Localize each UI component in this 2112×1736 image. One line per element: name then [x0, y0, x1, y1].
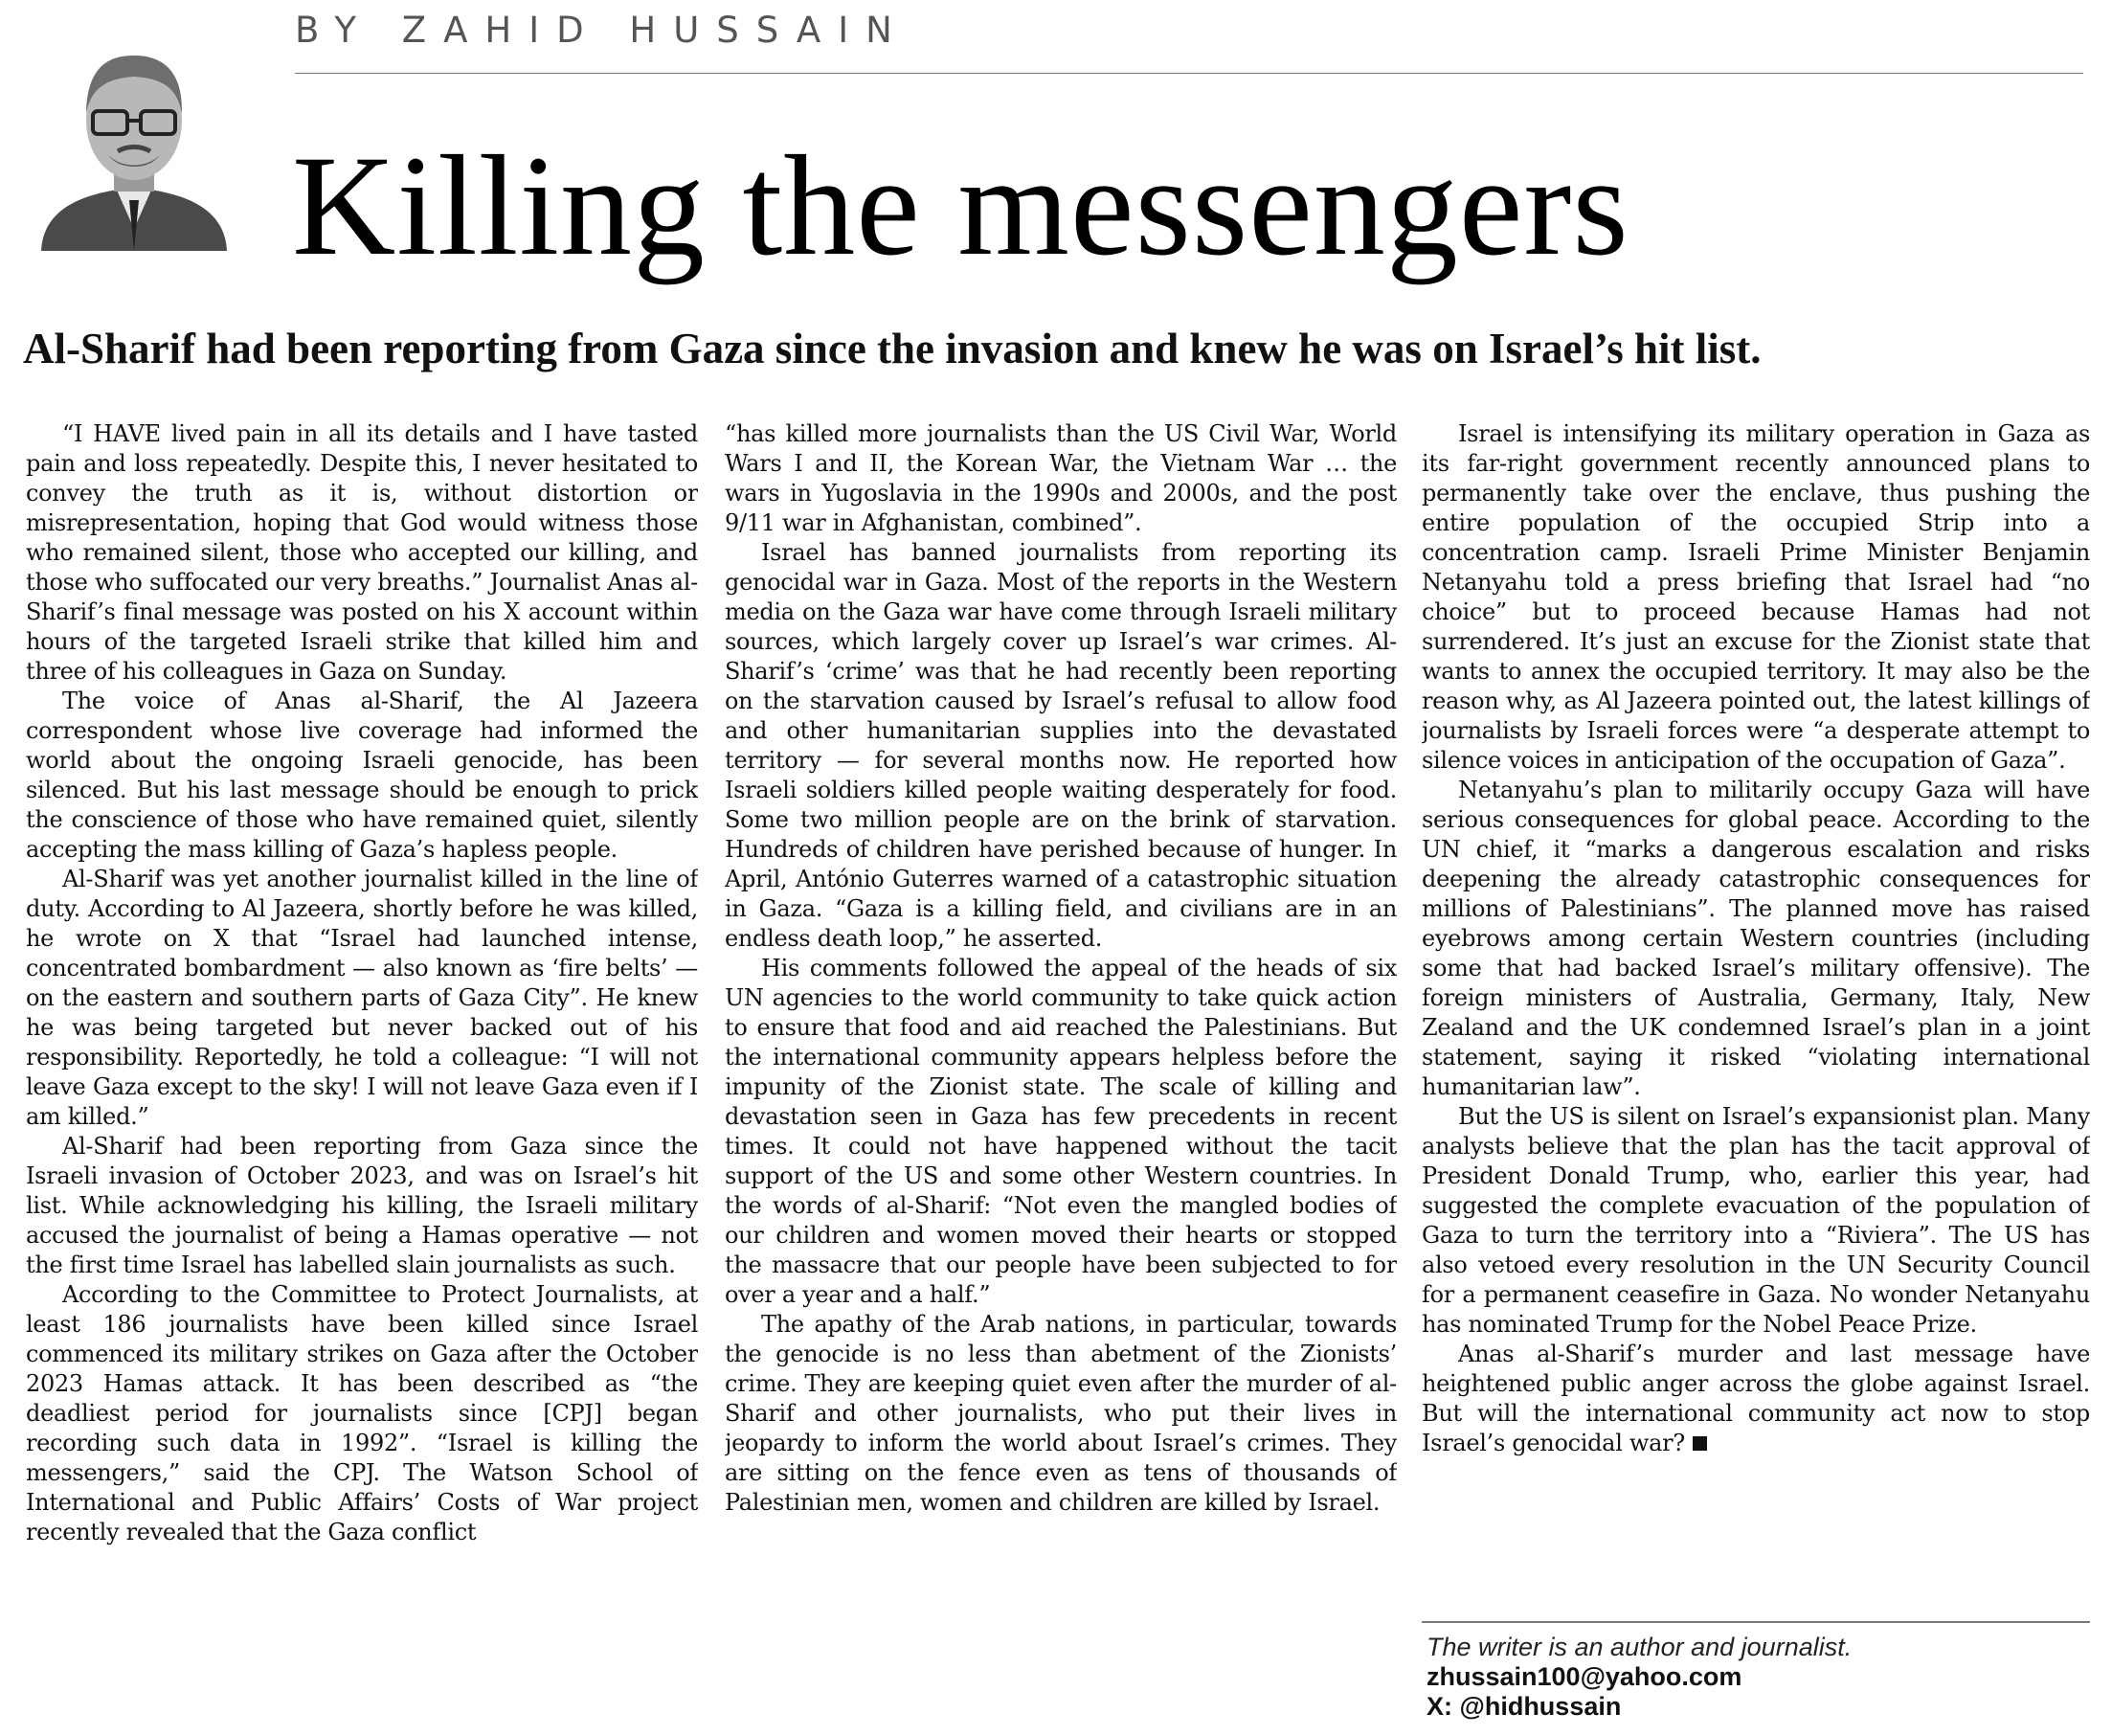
paragraph: “I HAVE lived pain in all its details and I have tasted pain and loss repeatedly. Despite this, I never hesitated to convey the truth as it is, without distortion or misrepresentation, hoping that God would witness those who remained silent, those who accepted our killing, and those who suffocated our very breaths.” Journalist Anas al-Sharif’s final message was posted on his X account within hours of the targeted Israeli strike that killed him and three of his colleagues in Gaza on Sunday. — [26, 420, 698, 685]
paragraph: Al-Sharif was yet another journalist killed in the line of duty. According to Al Jazeera, shortly before he was killed, he wrote on X that “Israel had launched intense, concentrated bombardment — also known as ‘fire belts’ — on the eastern and southern parts of Gaza City”. He knew he was being targeted but never backed out of his responsibility. Reportedly, he told a colleague: “I will not leave Gaza except to the sky! I will not leave Gaza even if I am killed.” — [26, 866, 698, 1130]
paragraph: Israel has banned journalists from reporting its genocidal war in Gaza. Most of the reports in the Western media on the Gaza war have come through Israeli military sources, which largely cover up Israel’s war crimes. Al-Sharif’s ‘crime’ was that he had recently been reporting on the starvation caused by Israel’s refusal to allow food and other humanitarian supplies into the devastated territory — for several months now. He reported how Israeli soldiers killed people waiting desperately for food. Some two million people are on the brink of starvation. Hundreds of children have perished because of hunger. In April, António Guterres warned of a catastrophic situation in Gaza. “Gaza is a killing field, and civilians are in an endless death loop,” he asserted. — [725, 539, 1397, 952]
paragraph-text: Anas al-Sharif’s murder and last message have heightened public anger across the globe against Israel. But will the international community act now to stop Israel’s genocidal war? — [1422, 1341, 2090, 1456]
author-note: The writer is an author and journalist. — [1427, 1633, 1853, 1661]
end-mark-icon — [1693, 1436, 1707, 1451]
author-email: zhussain100@yahoo.com — [1427, 1662, 1742, 1691]
paragraph: Netanyahu’s plan to militarily occupy Gaza will have serious consequences for global peace. According to the UN chief, it “marks a dangerous escalation and risks deepening the already catastrophic consequences for millions of Palestinians”. The planned move has raised eyebrows among certain Western countries (including some that had backed Israel’s military offensive). The foreign ministers of Australia, Germany, Italy, New Zealand and the UK condemned Israel’s plan in a joint statement, saying it risked “violating international humanitarian law”. — [1422, 777, 2090, 1100]
paragraph: Al-Sharif had been reporting from Gaza since the Israeli invasion of October 2023, and was on Israel’s hit list. While acknowledging his killing, the Israeli military accused the journalist of being a Hamas operative — not the first time Israel has labelled slain journalists as such. — [26, 1133, 698, 1278]
paragraph: “has killed more journalists than the US Civil War, World Wars I and II, the Korean War, the Vietnam War … the wars in Yugoslavia in the 1990s and 2000s, and the post 9/11 war in Afghanistan, combined”. — [725, 420, 1397, 536]
byline: BY ZAHID HUSSAIN — [295, 10, 910, 51]
body-column-3 — [1422, 419, 2090, 1626]
headline: Killing the messengers — [292, 126, 1629, 285]
paragraph: The apathy of the Arab nations, in particular, towards the genocide is no less than abetment of the Zionists’ crime. They are keeping quiet even after the murder of al-Sharif and other journalists, who put their lives in jeopardy to inform the world about Israel’s crimes. They are sitting on the fence even as tens of thousands of Palestinian men, women and children are killed by Israel. — [725, 1311, 1397, 1516]
author-footer — [1427, 1633, 1852, 1722]
paragraph: His comments followed the appeal of the heads of six UN agencies to the world community to take quick action to ensure that food and aid reached the Palestinians. But the international community appears helpless before the impunity of the Zionist state. The scale of killing and devastation seen in Gaza has few precedents in recent times. It could not have happened without the tacit support of the US and some other Western countries. In the words of al-Sharif: “Not even the mangled bodies of our children and women moved their hearts or stopped the massacre that our people have been subjected to for over a year and a half.” — [725, 955, 1397, 1308]
body-column-1 — [26, 419, 698, 1722]
paragraph: But the US is silent on Israel’s expansionist plan. Many analysts believe that the plan has the tacit approval of President Donald Trump, who, earlier this year, had suggested the complete evacuation of the population of Gaza to turn the territory into a “Riviera”. The US has also vetoed every resolution in the UN Security Council for a permanent ceasefire in Gaza. No wonder Netanyahu has nominated Trump for the Nobel Peace Prize. — [1422, 1103, 2090, 1338]
paragraph: According to the Committee to Protect Journalists, at least 186 journalists have been killed since Israel commenced its military strikes on Gaza after the October 2023 Hamas attack. It has been described as “the deadliest period for journalists since [CPJ] began recording such data in 1992”. “Israel is killing the messengers,” said the CPJ. The Watson School of International and Public Affairs’ Costs of War project recently revealed that the Gaza conflict — [26, 1281, 698, 1545]
author-portrait-icon — [34, 33, 235, 251]
author-photo — [34, 33, 235, 251]
author-handle: X: @hidhussain — [1427, 1692, 1622, 1721]
paragraph: The voice of Anas al-Sharif, the Al Jazeera correspondent whose live coverage had informed the world about the ongoing Israeli genocide, has been silenced. But his last message should be enough to prick the conscience of those who have remained quiet, silently accepting the mass killing of Gaza’s hapless people. — [26, 688, 698, 863]
footer-rule — [1422, 1621, 2090, 1623]
paragraph-final — [1422, 1340, 2090, 1458]
paragraph: Israel is intensifying its military operation in Gaza as its far-right government recently announced plans to permanently take over the enclave, thus pushing the entire population of the occupied Strip into a concentration camp. Israeli Prime Minister Benjamin Netanyahu told a press briefing that Israel had “no choice” but to proceed because Hamas had not surrendered. It’s just an excuse for the Zionist state that wants to annex the occupied territory. It may also be the reason why, as Al Jazeera pointed out, the latest killings of journalists by Israeli forces were “a desperate attempt to silence voices in anticipation of the occupation of Gaza”. — [1422, 420, 2090, 774]
deck: Al-Sharif had been reporting from Gaza since the invasion and knew he was on Israel’s hit list. — [23, 325, 1762, 372]
body-column-2 — [725, 419, 1397, 1722]
byline-rule — [295, 73, 2083, 74]
